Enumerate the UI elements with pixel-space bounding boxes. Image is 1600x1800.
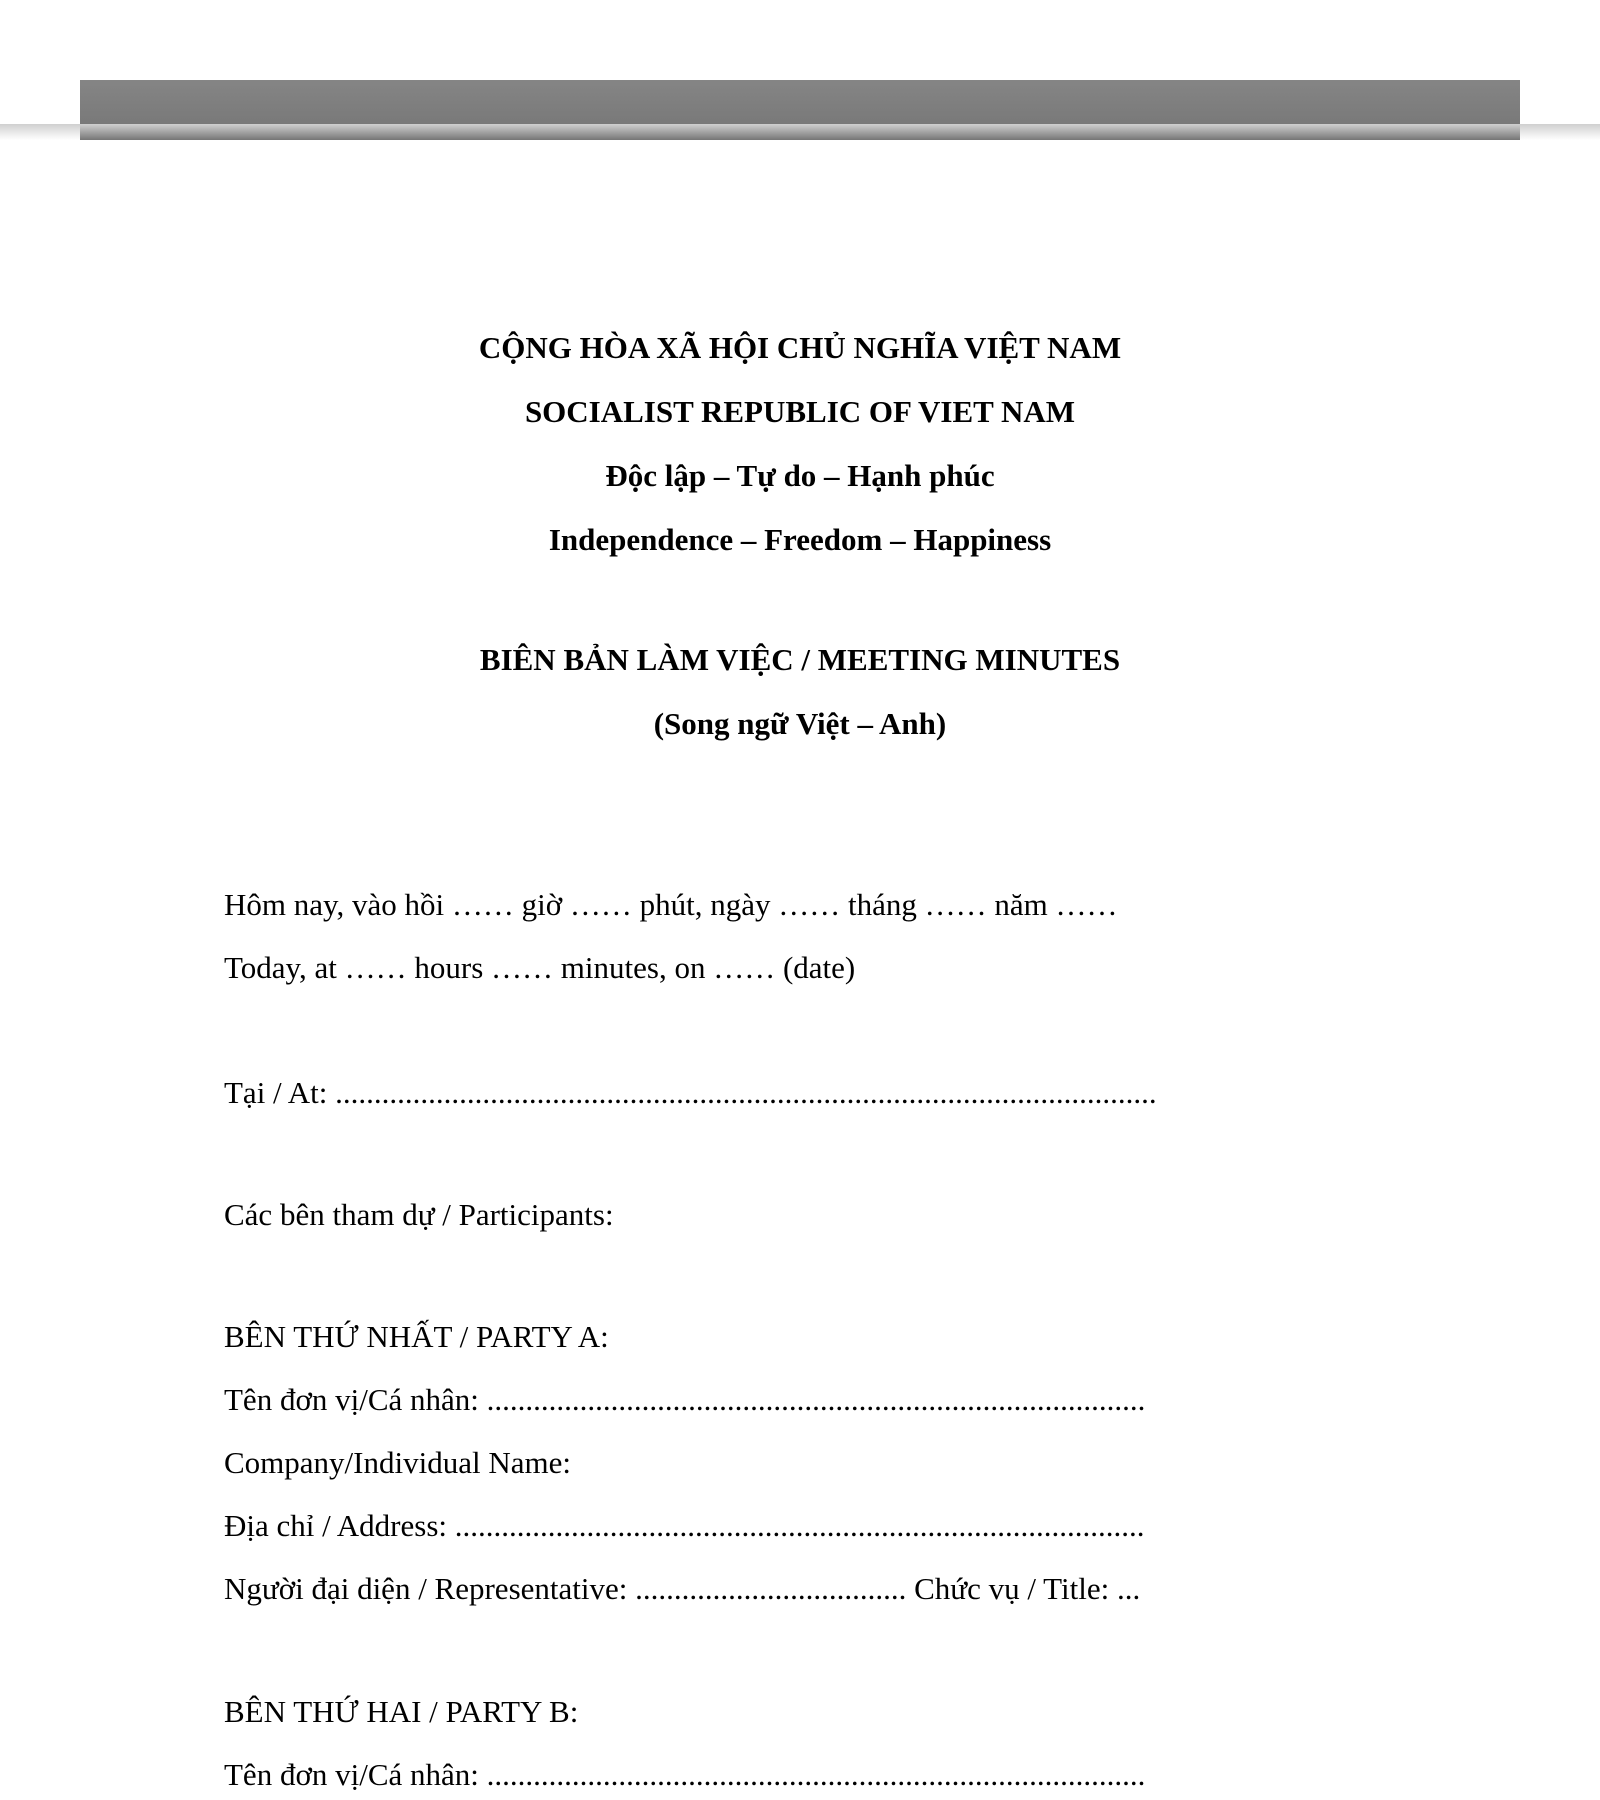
location-line: Tại / At: .......................................................................................................... — [224, 1075, 1157, 1110]
participants-section — [224, 1183, 1224, 1246]
party-a-heading: BÊN THỨ NHẤT / PARTY A: — [224, 1319, 609, 1354]
date-section — [224, 873, 1224, 999]
party-a-name-en: Company/Individual Name: — [224, 1445, 571, 1480]
party-b-name-vn: Tên đơn vị/Cá nhân: ..................................................................................... — [224, 1757, 1146, 1792]
toolbar-shadow — [0, 124, 1600, 140]
document-title-block — [0, 628, 1600, 756]
document-title: BIÊN BẢN LÀM VIỆC / MEETING MINUTES — [479, 642, 1121, 677]
motto-vn: Độc lập – Tự do – Hạnh phúc — [605, 458, 995, 493]
country-name-en: SOCIALIST REPUBLIC OF VIET NAM — [524, 394, 1076, 429]
party-a-representative: Người đại diện / Representative: ................................... Chức vụ / Title: ... — [224, 1571, 1141, 1606]
party-b-heading: BÊN THỨ HAI / PARTY B: — [224, 1694, 579, 1729]
location-section — [224, 1061, 1224, 1124]
date-line-en: Today, at …… hours …… minutes, on …… (date) — [224, 950, 856, 985]
document-subtitle: (Song ngữ Việt – Anh) — [653, 706, 947, 741]
national-header — [0, 316, 1600, 572]
document-page — [0, 140, 1600, 1800]
motto-en: Independence – Freedom – Happiness — [548, 522, 1052, 557]
country-name-vn: CỘNG HÒA XÃ HỘI CHỦ NGHĨA VIỆT NAM — [478, 330, 1122, 365]
party-a-section — [224, 1305, 1224, 1620]
participants-heading: Các bên tham dự / Participants: — [224, 1197, 614, 1232]
date-line-vn: Hôm nay, vào hồi …… giờ …… phút, ngày …… tháng …… năm …… — [224, 887, 1118, 922]
party-a-name-vn: Tên đơn vị/Cá nhân: ..................................................................................... — [224, 1382, 1146, 1417]
party-a-address: Địa chỉ / Address: ......................................................................................... — [224, 1508, 1145, 1543]
party-b-section — [224, 1680, 1224, 1800]
